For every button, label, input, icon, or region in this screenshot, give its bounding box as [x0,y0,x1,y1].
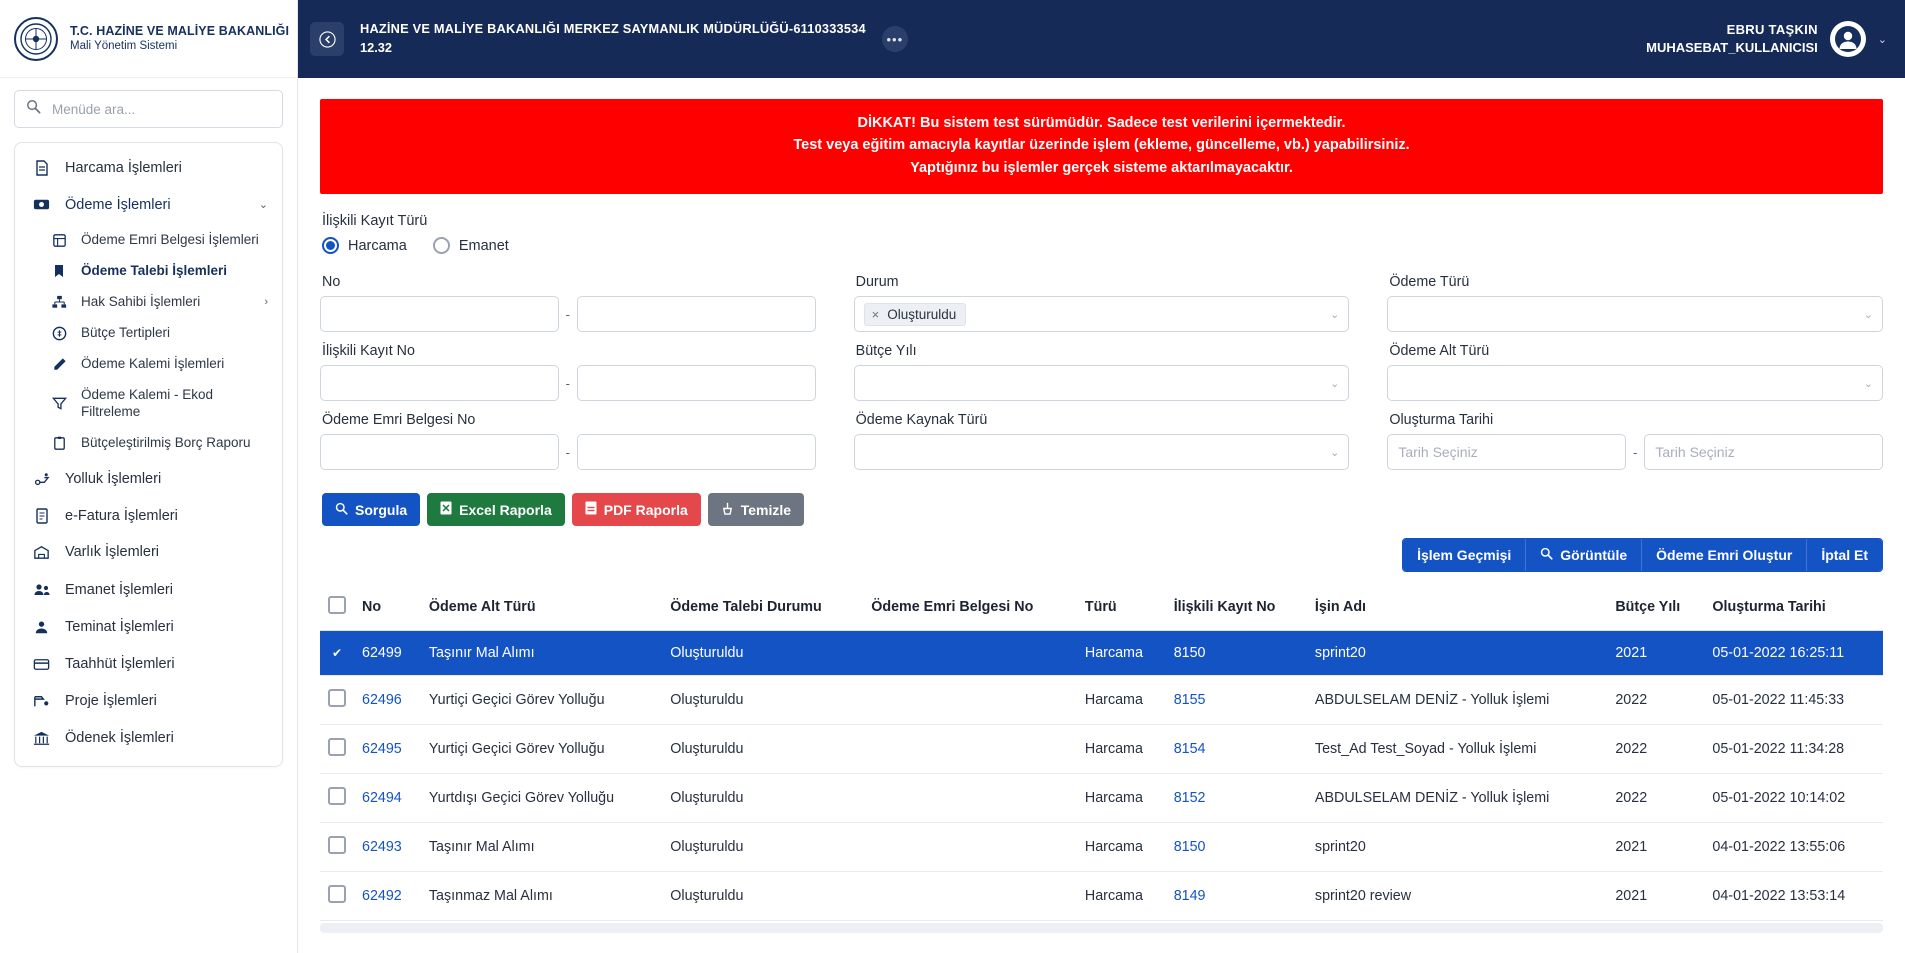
payment-order-no-from-input[interactable] [320,434,559,470]
action-label: İptal Et [1821,547,1868,564]
cell-year: 2022 [1607,676,1704,725]
invoice-icon [31,507,52,525]
payment-order-no-label: Ödeme Emri Belgesi No [322,412,476,429]
select-all-cell [320,586,354,631]
col-butce-yili: Bütçe Yılı [1607,586,1704,631]
sidebar-item-label: Ödenek İşlemleri [65,730,174,747]
sidebar-item-emanet-islemleri[interactable] [15,571,282,609]
pdf-file-icon [585,501,597,518]
budget-year-label: Bütçe Yılı [855,343,917,360]
no-from-input[interactable] [320,296,559,332]
sidebar-item-label: Taahhüt İşlemleri [65,656,175,673]
unit-info [360,20,866,57]
action-odeme-emri-olustur[interactable] [1642,539,1807,571]
document-icon [31,159,52,177]
sidebar-item-label: Emanet İşlemleri [65,581,173,598]
people-icon [31,580,52,600]
range-dash: - [565,444,570,460]
sidebar [0,0,298,953]
related-no-label: İlişkili Kayıt No [322,343,415,360]
cell-year: 2021 [1607,872,1704,921]
sidebar-item-hak-sahibi-islemleri[interactable] [15,287,282,318]
sidebar-item-odeme-talebi-islemleri[interactable] [15,256,282,287]
query-button[interactable] [322,493,420,526]
sidebar-item-label: Teminat İşlemleri [65,619,174,636]
table-row[interactable] [320,676,1883,725]
sidebar-item-taahhut-islemleri[interactable] [15,646,282,683]
range-dash: - [565,306,570,322]
brand [0,0,297,78]
cell-order-no [863,774,1077,823]
sidebar-item-e-fatura-islemleri[interactable] [15,498,282,534]
sidebar-item-label: Bütçe Tertipleri [81,324,171,340]
cell-type: Harcama [1077,631,1166,676]
col-odeme-alt-turu: Ödeme Alt Türü [421,586,662,631]
row-checkbox[interactable] [328,787,346,805]
cell-created: 05-01-2022 11:34:28 [1704,725,1883,774]
table-header-row [320,586,1883,631]
sidebar-item-teminat-islemleri[interactable] [15,609,282,646]
user-role: MUHASEBAT_KULLANICISI [1646,40,1818,55]
travel-icon [31,470,52,489]
sidebar-item-odeme-islemleri[interactable] [15,186,282,223]
cell-type: Harcama [1077,725,1166,774]
chevron-right-icon: › [264,295,268,308]
cell-type: Harcama [1077,823,1166,872]
radio-harcama[interactable] [322,237,407,254]
sidebar-item-label: Bütçeleştirilmiş Borç Raporu [81,434,251,450]
project-icon [31,692,52,711]
status-label: Durum [855,274,899,291]
cell-subtype: Yurtiçi Geçici Görev Yolluğu [421,725,662,774]
filter-buttons [322,493,1883,526]
sidebar-item-label: Ödeme Kalemi İşlemleri [81,355,225,371]
range-dash: - [1632,444,1638,460]
test-environment-warning [320,99,1883,194]
chevron-down-icon[interactable]: ⌄ [1877,33,1887,46]
record-type-radio-group [322,237,1883,254]
payment-type-select[interactable] [1387,296,1883,332]
cell-status: Oluşturuldu [662,774,863,823]
cell-job-name: Test_Ad Test_Soyad - Yolluk İşlemi [1307,725,1607,774]
sidebar-item-label: Ödeme Emri Belgesi İşlemleri [81,232,259,248]
cell-status: Oluşturuldu [662,676,863,725]
related-no-from-input[interactable] [320,365,559,401]
col-odeme-talebi-durumu: Ödeme Talebi Durumu [662,586,863,631]
cell-job-name: sprint20 [1307,631,1607,676]
query-button-label: Sorgula [355,501,408,518]
content [298,78,1905,953]
cell-job-name: sprint20 [1307,823,1607,872]
payment-icon [31,195,52,214]
clipboard-icon [49,435,69,452]
more-options-icon[interactable]: ••• [882,26,908,52]
user-area [1646,21,1887,57]
range-dash: - [565,375,570,391]
cell-related-no[interactable]: 8150 [1166,823,1307,872]
cell-status: Oluşturuldu [662,725,863,774]
payment-order-no-to-input[interactable] [577,434,816,470]
cell-subtype: Yurtiçi Geçici Görev Yolluğu [421,676,662,725]
chevron-down-icon: ⌄ [258,199,268,211]
row-checkbox[interactable] [328,836,346,854]
action-label: İşlem Geçmişi [1417,547,1512,564]
cell-created: 05-01-2022 10:14:02 [1704,774,1883,823]
cell-no[interactable]: 62493 [354,823,421,872]
budget-year-select[interactable] [854,365,1350,401]
cell-subtype: Taşınır Mal Alımı [421,823,662,872]
cell-created: 04-01-2022 13:53:14 [1704,872,1883,921]
payment-source-select[interactable] [854,434,1350,470]
cell-related-no[interactable]: 8149 [1166,872,1307,921]
col-isin-adi: İşin Adı [1307,586,1607,631]
radio-label: Emanet [458,237,509,254]
payment-type-label: Ödeme Türü [1389,274,1470,291]
bank-icon [31,729,52,748]
pdf-report-button[interactable] [572,493,701,526]
row-actions-bar [320,538,1883,572]
col-odeme-emri-belgesi-no: Ödeme Emri Belgesi No [863,586,1077,631]
table-row[interactable] [320,823,1883,872]
unit-version: 12.32 [360,40,393,55]
search-icon [335,502,348,518]
search-input[interactable] [50,101,271,118]
cell-subtype: Yurtdışı Geçici Görev Yolluğu [421,774,662,823]
sidebar-item-label: Ödeme Kalemi - Ekod Filtreleme [81,386,214,419]
sidebar-item-proje-islemleri[interactable] [15,683,282,720]
cell-status: Oluşturuldu [662,872,863,921]
cell-subtype: Taşınır Mal Alımı [421,631,662,676]
chevron-down-icon: ⌄ [1330,377,1340,390]
cell-no[interactable]: 62492 [354,872,421,921]
row-checkbox[interactable] [328,885,346,903]
cell-order-no [863,631,1077,676]
pen-icon [49,356,69,373]
created-date-to-input[interactable] [1644,434,1883,470]
status-select[interactable] [854,296,1350,332]
cell-year: 2021 [1607,823,1704,872]
main-area [298,0,1905,953]
collapse-sidebar-icon[interactable] [310,22,344,56]
created-date-from-input[interactable] [1387,434,1626,470]
chevron-down-icon: ⌄ [1330,308,1340,321]
cell-order-no [863,725,1077,774]
action-goruntule[interactable] [1526,539,1642,571]
brand-subtitle: Mali Yönetim Sistemi [70,40,178,53]
action-islem-gecmisi[interactable] [1403,539,1526,571]
sidebar-item-label: Harcama İşlemleri [65,160,182,176]
shield-person-icon [31,618,52,637]
col-iliskili-kayit-no: İlişkili Kayıt No [1166,586,1307,631]
clear-button[interactable] [708,493,804,526]
close-icon[interactable]: × [871,306,880,322]
sidebar-item-harcama-islemleri[interactable] [15,150,282,186]
status-chip-label: Oluşturuldu [887,306,957,322]
topbar [298,0,1905,78]
cell-job-name: ABDULSELAM DENİZ - Yolluk İşlemi [1307,676,1607,725]
radio-emanet[interactable] [433,237,509,254]
cell-related-no[interactable]: 8154 [1166,725,1307,774]
row-checkbox[interactable] [328,644,346,662]
col-no: No [354,586,421,631]
cell-created: 04-01-2022 13:55:06 [1704,823,1883,872]
cell-status: Oluşturuldu [662,823,863,872]
chevron-down-icon: ⌄ [1863,377,1873,390]
cell-year: 2021 [1607,631,1704,676]
action-iptal-et[interactable] [1807,539,1882,571]
cell-related-no[interactable]: 8152 [1166,774,1307,823]
funnel-icon [49,395,69,412]
status-chip[interactable] [864,303,967,326]
cell-order-no [863,823,1077,872]
excel-file-icon [440,501,452,518]
row-checkbox[interactable] [328,738,346,756]
sidebar-item-label: e-Fatura İşlemleri [65,507,178,524]
sidebar-item-label: Ödeme İşlemleri [65,196,171,213]
user-name: EBRU TAŞKIN [1726,21,1818,37]
record-type-label: İlişkili Kayıt Türü [322,213,428,230]
created-date-label: Oluşturma Tarihi [1389,412,1494,429]
sidebar-search [0,78,297,138]
broom-icon [721,502,734,518]
sidebar-item-varlik-islemleri[interactable] [15,534,282,571]
cell-year: 2022 [1607,725,1704,774]
cell-no[interactable]: 62494 [354,774,421,823]
cell-order-no [863,676,1077,725]
sidebar-menu [14,142,283,767]
sidebar-item-yolluk-islemleri[interactable] [15,461,282,498]
excel-report-button-label: Excel Raporla [459,501,552,518]
radio-label: Harcama [348,237,407,254]
cell-job-name: sprint20 review [1307,872,1607,921]
radio-dot [433,237,450,254]
radio-dot-selected [322,237,339,254]
cell-related-no[interactable]: 8150 [1166,631,1307,676]
no-to-input[interactable] [577,296,816,332]
bookmark-icon [49,263,69,279]
sidebar-submenu-odeme [15,223,282,461]
payment-source-label: Ödeme Kaynak Türü [855,412,988,429]
ministry-emblem-icon [14,17,58,61]
row-checkbox[interactable] [328,689,346,707]
cell-created: 05-01-2022 16:25:11 [1704,631,1883,676]
view-icon [1540,547,1553,563]
sidebar-item-odenek-islemleri[interactable] [15,720,282,757]
search-icon [26,99,41,119]
payment-subtype-label: Ödeme Alt Türü [1389,343,1490,360]
coin-icon [49,325,69,342]
table-row[interactable] [320,774,1883,823]
results-table [320,586,1883,921]
cell-created: 05-01-2022 11:45:33 [1704,676,1883,725]
col-turu: Türü [1077,586,1166,631]
sidebar-item-label: Varlık İşlemleri [65,544,159,561]
sidebar-item-label: Ödeme Talebi İşlemleri [81,263,228,278]
cell-no[interactable]: 62496 [354,676,421,725]
cell-order-no [863,872,1077,921]
asset-icon [31,543,52,562]
warning-line-3: Yaptığınız bu işlemler gerçek sisteme aktarılmayacaktır. [910,159,1293,176]
pdf-report-button-label: PDF Raporla [603,501,688,518]
excel-report-button[interactable] [427,493,565,526]
payment-subtype-select[interactable] [1387,365,1883,401]
user-avatar-icon[interactable] [1830,21,1866,57]
search-box[interactable] [14,90,283,128]
card-icon [31,655,52,674]
cell-status: Oluşturuldu [662,631,863,676]
action-label: Görüntüle [1560,547,1628,564]
cell-related-no[interactable]: 8155 [1166,676,1307,725]
org-chart-icon [49,294,69,311]
horizontal-scrollbar[interactable] [320,923,1883,933]
unit-name: HAZİNE VE MALİYE BAKANLIĞI MERKEZ SAYMANLIK MÜDÜRLÜĞÜ-6110333534 [360,21,866,37]
sidebar-item-butce-tertipleri[interactable] [15,318,282,349]
cell-year: 2022 [1607,774,1704,823]
cell-job-name: ABDULSELAM DENİZ - Yolluk İşlemi [1307,774,1607,823]
clear-button-label: Temizle [740,501,792,518]
cell-no[interactable]: 62495 [354,725,421,774]
table-row[interactable] [320,872,1883,921]
warning-line-2: Test veya eğitim amacıyla kayıtlar üzerinde işlem (ekleme, güncelleme, vb.) yapabilirsiniz. [793,137,1410,154]
sidebar-item-label: Hak Sahibi İşlemleri [81,293,201,309]
related-no-to-input[interactable] [577,365,816,401]
sidebar-item-odeme-kalemi-ekod-filtreleme[interactable] [15,380,282,428]
cell-type: Harcama [1077,774,1166,823]
cell-no: 62499 [354,631,421,676]
sidebar-item-butcelestirilmis-borc-raporu[interactable] [15,428,282,459]
cell-subtype: Taşınmaz Mal Alımı [421,872,662,921]
sidebar-item-label: Yolluk İşlemleri [65,471,162,488]
action-label: Ödeme Emri Oluştur [1656,547,1793,564]
warning-line-1: DİKKAT! Bu sistem test sürümüdür. Sadece test verilerini içermektedir. [857,115,1346,131]
cell-type: Harcama [1077,676,1166,725]
sidebar-item-odeme-kalemi-islemleri[interactable] [15,349,282,380]
chevron-down-icon: ⌄ [1330,446,1340,459]
select-all-checkbox[interactable] [328,596,346,614]
filter-grid [320,263,1883,470]
table-row[interactable] [320,725,1883,774]
form-icon [49,232,69,249]
sidebar-item-label: Proje İşlemleri [65,693,157,710]
cell-type: Harcama [1077,872,1166,921]
col-olusturma-tarihi: Oluşturma Tarihi [1704,586,1883,631]
chevron-down-icon: ⌄ [1863,308,1873,321]
sidebar-item-odeme-emri-belgesi-islemleri[interactable] [15,225,282,256]
table-row[interactable] [320,631,1883,676]
no-label: No [322,274,341,291]
brand-title: T.C. HAZİNE VE MALİYE BAKANLIĞI [70,23,290,38]
